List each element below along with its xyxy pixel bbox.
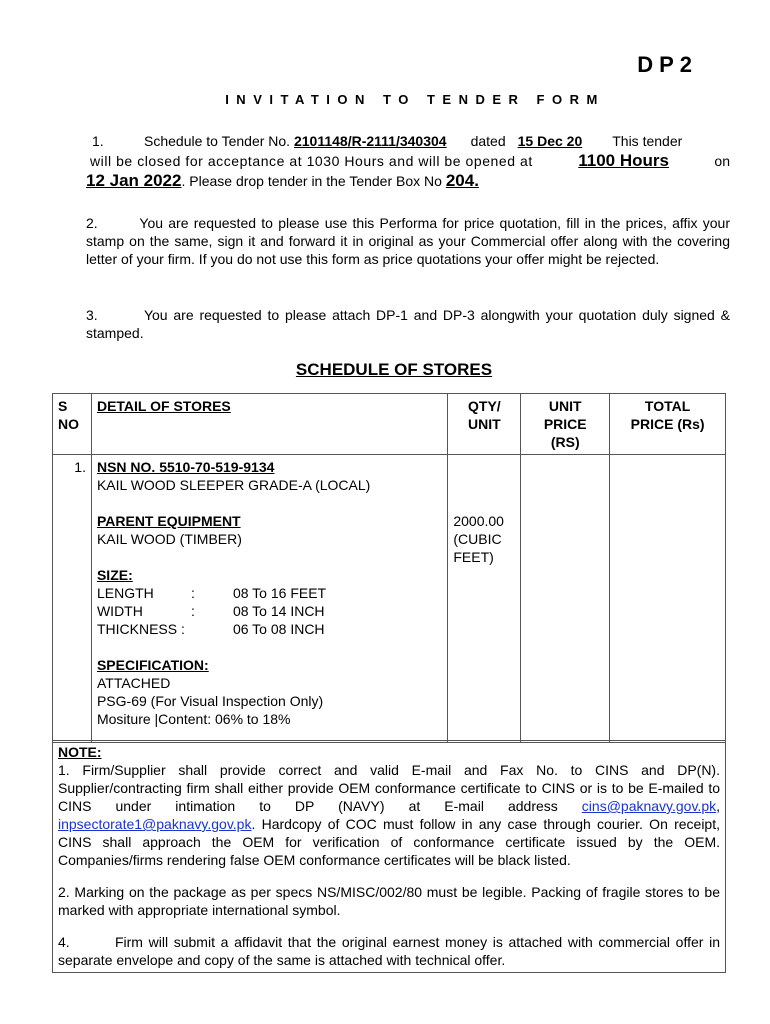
form-code: DP2 — [637, 52, 698, 77]
tender-date: 15 Dec 20 — [517, 133, 583, 149]
email-link-inspectorate[interactable]: inpsectorate1@paknavy.gov.pk — [58, 816, 252, 832]
paragraph-2: 2. You are requested to please use this Performa for price quotation, fill in the prices, affix your stamp on the same, sign it and forward it in original as your Commercial offer along with the covering letter of your firm. If you do not use this form as price quotations your offer might be rejected. — [86, 215, 734, 267]
para1-prefix: Schedule to Tender No. — [144, 133, 291, 149]
note-paragraph-4: 4. Firm will submit a affidavit that the original earnest money is attached with commercial offer in separate envelope and copy of the same is attached with technical offer. — [58, 934, 724, 968]
spec-line: Mositure |Content: 06% to 18% — [96, 711, 291, 727]
parent-equipment-label: PARENT EQUIPMENT — [96, 513, 241, 529]
paragraph-3: 3. You are requested to please attach DP-1 and DP-3 alongwith your quotation duly signed & stamped. — [86, 307, 734, 341]
dated-label: dated — [470, 133, 506, 149]
specification-label: SPECIFICATION: — [96, 657, 209, 673]
opening-date: 12 Jan 2022 — [86, 171, 182, 190]
spec-line: PSG-69 (For Visual Inspection Only) — [96, 693, 324, 709]
opening-time: 1100 Hours — [578, 151, 669, 170]
drop-text: . Please drop tender in the Tender Box No — [181, 173, 442, 189]
table-row — [53, 455, 726, 743]
header-unit-price: UNIT PRICE (RS) — [521, 394, 610, 455]
row-detail — [91, 455, 447, 743]
size-label: SIZE: — [96, 567, 133, 583]
row-sno: 1. — [53, 455, 92, 743]
note-paragraph-1: 1. Firm/Supplier shall provide correct and valid E-mail and Fax No. to CINS and DP(N). Supplier/contracting firm shall either provide OEM conformance certificate to CINS or is to be E-mailed to CINS under intimation to DP (NAVY) at E-mail address cins@paknavy.gov.pk, inpsectorate1@paknavy.gov.pk. Hardcopy of COC must follow in any case through courier. On receipt, CINS shall approach the OEM for verification of conformance certificate issued by the OEM. Companies/firms rendering false OEM conformance certificates will be black listed. — [58, 762, 720, 868]
table-header-row — [53, 394, 726, 455]
para1-number: 1. — [92, 133, 104, 149]
size-grid: LENGTH : 08 To 16 FEET WIDTH : 08 To 14 INCH THICKNESS : 06 To 08 INCH — [96, 585, 327, 637]
tender-number: 2101148/R-2111/340304 — [293, 133, 447, 149]
item-name: KAIL WOOD SLEEPER GRADE-A (LOCAL) — [96, 477, 371, 493]
note-paragraph-2: 2. Marking on the package as per specs NS/MISC/002/80 must be legible. Packing of fragile stores to be marked with appropriate international symbol. — [58, 884, 720, 918]
schedule-title: SCHEDULE OF STORES — [295, 360, 493, 379]
tender-box-number: 204. — [445, 171, 479, 190]
header-sno: S NO — [53, 394, 92, 455]
note-title: NOTE: — [58, 744, 102, 760]
note-box — [52, 740, 726, 973]
email-link-cins[interactable]: cins@paknavy.gov.pk — [581, 798, 717, 814]
on-text: on — [714, 153, 730, 169]
row-total-price — [610, 455, 726, 743]
closed-text: will be closed for acceptance at 1030 Hours and will be opened at — [90, 153, 533, 169]
header-detail: DETAIL OF STORES — [91, 394, 447, 455]
schedule-table — [52, 393, 726, 743]
header-total-price: TOTAL PRICE (Rs) — [610, 394, 726, 455]
row-qty: 2000.00 (CUBIC FEET) — [448, 455, 521, 743]
row-unit-price — [521, 455, 610, 743]
nsn-number: NSN NO. 5510-70-519-9134 — [96, 459, 275, 475]
parent-equipment-value: KAIL WOOD (TIMBER) — [96, 531, 242, 547]
paragraph-1 — [86, 131, 730, 191]
this-tender-text: This tender — [612, 133, 683, 149]
header-qty: QTY/ UNIT — [448, 394, 521, 455]
spec-line: ATTACHED — [96, 675, 171, 691]
form-title: INVITATION TO TENDER FORM — [225, 92, 605, 107]
